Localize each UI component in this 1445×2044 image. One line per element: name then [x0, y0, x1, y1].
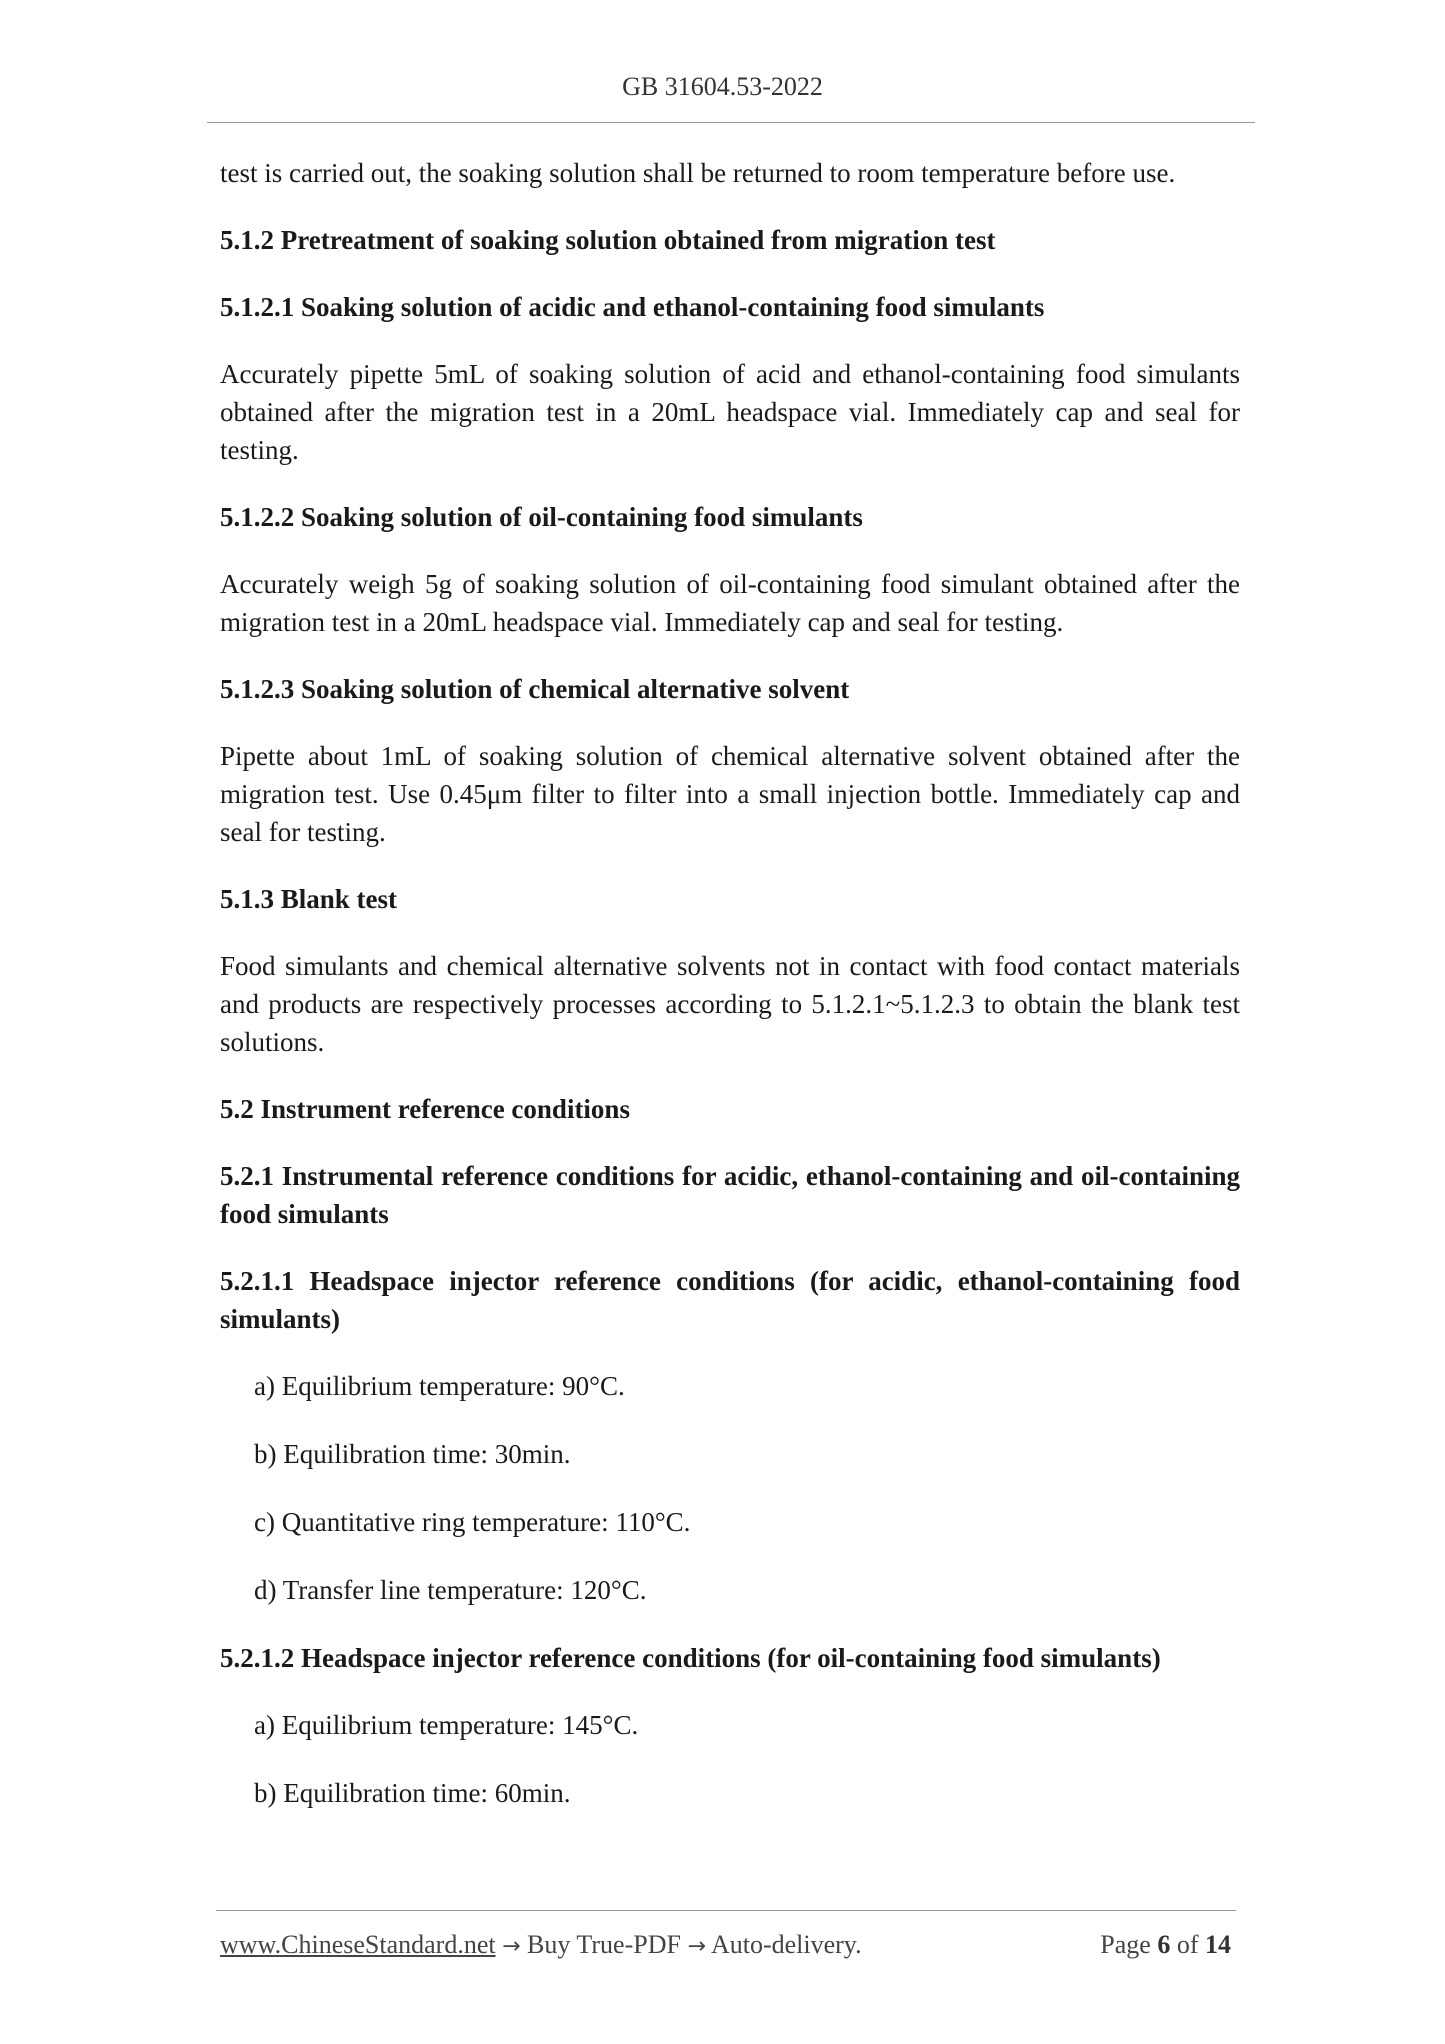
- document-id-header: GB 31604.53-2022: [622, 72, 823, 101]
- arrow-right-icon: →: [502, 1934, 521, 1959]
- section-heading-5-1-3: 5.1.3 Blank test: [220, 884, 398, 914]
- paragraph-5-1-2-1: Accurately pipette 5mL of soaking solution of acid and ethanol-containing food simulants obtained after the migration test in a 20mL headspace vial. Immediately cap and seal for testing.: [220, 359, 1240, 465]
- section-heading-5-2-1-2: 5.2.1.2 Headspace injector reference conditions (for oil-containing food simulants): [220, 1643, 1161, 1673]
- list-item: b) Equilibration time: 30min.: [254, 1439, 571, 1469]
- condition-list-5-2-1-2: [220, 1706, 1240, 1812]
- continuation-paragraph: test is carried out, the soaking solution shall be returned to room temperature before use.: [220, 158, 1176, 188]
- page-indicator: [1100, 1930, 1231, 1960]
- section-heading-5-2-1-1: 5.2.1.1 Headspace injector reference conditions (for acidic, ethanol-containing food simulants): [220, 1266, 1240, 1334]
- section-heading-5-2: 5.2 Instrument reference conditions: [220, 1094, 630, 1124]
- list-item: b) Equilibration time: 60min.: [254, 1778, 571, 1808]
- footer-divider: [216, 1910, 1236, 1911]
- list-item: a) Equilibrium temperature: 90°C.: [254, 1371, 625, 1401]
- paragraph-5-1-2-3: Pipette about 1mL of soaking solution of chemical alternative solvent obtained after the migration test. Use 0.45μm filter to filter into a small injection bottle. Immediately cap and seal for testing.: [220, 741, 1240, 847]
- section-heading-5-1-2-2: 5.1.2.2 Soaking solution of oil-containing food simulants: [220, 502, 863, 532]
- list-item: a) Equilibrium temperature: 145°C.: [254, 1710, 639, 1740]
- paragraph-5-1-3: Food simulants and chemical alternative solvents not in contact with food contact materials and products are respectively processes according to 5.1.2.1~5.1.2.3 to obtain the blank test solutions.: [220, 951, 1240, 1057]
- page-current: 6: [1157, 1930, 1171, 1959]
- page-of: of: [1176, 1930, 1199, 1959]
- page-word: Page: [1100, 1930, 1151, 1959]
- section-heading-5-1-2: 5.1.2 Pretreatment of soaking solution obtained from migration test: [220, 225, 996, 255]
- site-link[interactable]: www.ChineseStandard.net: [220, 1930, 496, 1959]
- section-heading-5-2-1: 5.2.1 Instrumental reference conditions for acidic, ethanol-containing and oil-containing food simulants: [220, 1161, 1240, 1229]
- list-item: d) Transfer line temperature: 120°C.: [254, 1575, 647, 1605]
- delivery-text: Auto-delivery.: [710, 1930, 862, 1959]
- section-heading-5-1-2-3: 5.1.2.3 Soaking solution of chemical alternative solvent: [220, 674, 850, 704]
- section-heading-5-1-2-1: 5.1.2.1 Soaking solution of acidic and ethanol-containing food simulants: [220, 292, 1045, 322]
- paragraph-5-1-2-2: Accurately weigh 5g of soaking solution of oil-containing food simulant obtained after the migration test in a 20mL headspace vial. Immediately cap and seal for testing.: [220, 569, 1240, 637]
- document-body: [220, 154, 1240, 1842]
- condition-list-5-2-1-1: [220, 1367, 1240, 1609]
- header-divider: [207, 122, 1255, 123]
- buy-text: Buy True-PDF: [527, 1930, 681, 1959]
- arrow-right-icon: →: [687, 1934, 706, 1959]
- list-item: c) Quantitative ring temperature: 110°C.: [254, 1507, 691, 1537]
- page-total: 14: [1205, 1930, 1231, 1959]
- footer-promo: [220, 1930, 862, 1960]
